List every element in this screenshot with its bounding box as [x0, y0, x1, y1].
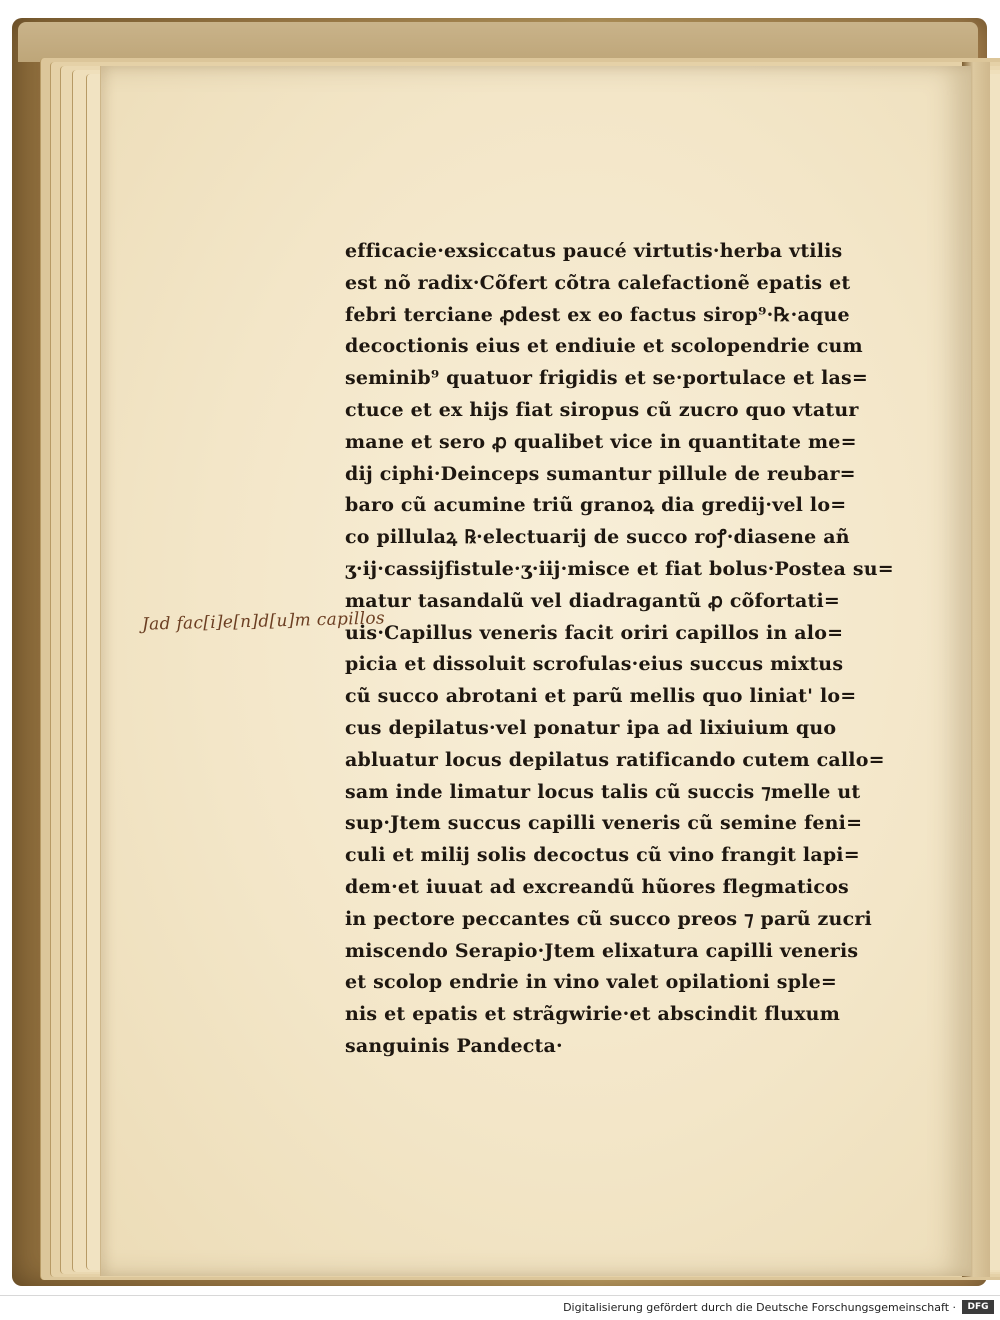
text-line: dĳ ciphi·Deinceps sumantur pillule de reubar= [345, 462, 856, 485]
text-line: picia et dissoluit scrofulas·eius succus mixtus [345, 653, 844, 676]
text-line: mane et sero ꝓ qualibet vice in quantitate me= [345, 430, 857, 453]
dfg-logo: DFG [962, 1300, 994, 1314]
text-line: uis·Capillus veneris facit oriri capillos in alo= [345, 621, 844, 644]
funding-credit: Digitalisierung gefördert durch die Deutsche Forschungsgemeinschaft · [563, 1301, 956, 1314]
text-line: in pectore peccantes cũ succo preos ⁊ parũ zucri [345, 907, 872, 930]
text-line: co pillulaꝝ ℞·electuarĳ de succo roꝭ·diasene añ [345, 526, 850, 549]
text-line: sanguinis Pandecta· [345, 1034, 563, 1057]
text-line: sam inde limatur locus talis cũ succis ⁊melle ut [345, 780, 861, 803]
handwritten-margin-note: Jad fac[i]e[n]d[u]m capillos [141, 608, 386, 635]
text-line: cus depilatus·vel ponatur ipa ad lixiuium quo [345, 716, 837, 739]
digitization-footer [0, 1295, 1000, 1320]
text-line: matur tasandalũ vel diadragantũ ꝓ cõfortati= [345, 589, 841, 612]
text-line: est nõ radix·Cõfert cõtra calefactionẽ epatis et [345, 271, 851, 294]
text-line: sup·Jtem succus capilli veneris cũ semine feni= [345, 812, 863, 835]
text-line: dem·et iuuat ad excreandũ hũores flegmaticos [345, 875, 849, 898]
text-line: miscendo Serapio·Jtem elixatura capilli veneris [345, 939, 859, 962]
text-line: efficacie·exsiccatus paucé virtutis·herba vtilis [345, 240, 843, 262]
text-line: seminib⁹ quatuor frigidis et se·portulace et las= [345, 367, 869, 390]
text-line: ctuce et ex hĳs fiat siropus cũ zucro quo vtatur [345, 398, 859, 421]
binding-top-edge [18, 22, 978, 62]
printed-text-block [345, 236, 894, 1063]
text-line: baro cũ acumine triũ granoꝝ dia gredij·vel lo= [345, 494, 847, 517]
text-line: abluatur locus depilatus ratificando cutem callo= [345, 748, 885, 771]
text-line: ʒ·ij·cassĳfistule·ʒ·iij·misce et fiat bolus·Postea su= [345, 557, 894, 580]
text-line: decoctionis eius et endiuie et scolopendrie cum [345, 335, 863, 358]
text-line: febri terciane ꝓdest ex eo factus sirop⁹·℞·aque [345, 303, 850, 326]
text-line: culi et milĳ solis decoctus cũ vino frangit lapi= [345, 844, 860, 867]
text-line: et scolop endrie in vino valet opilationi sple= [345, 971, 838, 994]
text-line: cũ succo abrotani et parũ mellis quo liniat' lo= [345, 685, 857, 708]
text-line: nis et epatis et strãgwirie·et abscindit fluxum [345, 1003, 840, 1026]
